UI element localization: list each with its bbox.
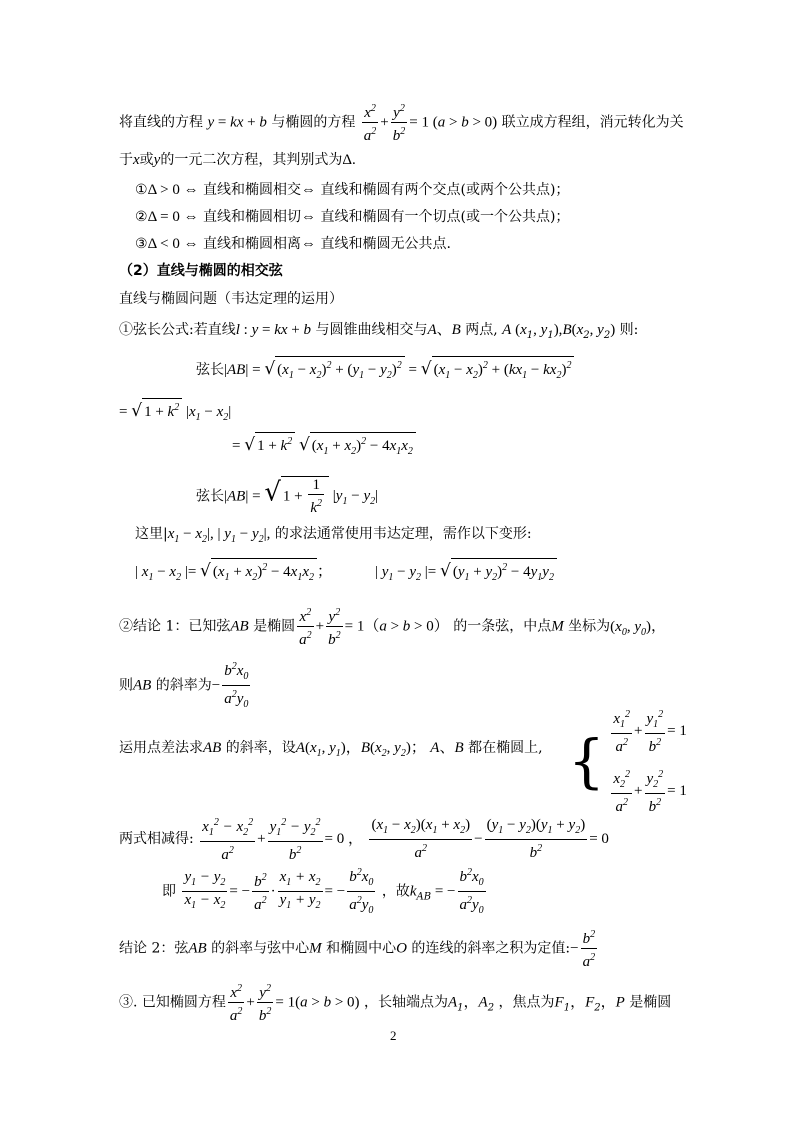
chord-length-eq-4: 弦长|AB| = √ 1 + $\frac{1}{k^2}$ $|y_1 - y_2|$ — [196, 477, 379, 516]
conclusion-2: 结论 2：弦AB 的斜率与弦中心M 和椭圆中心O 的连线的斜率之积为定值:− $\frac{b^2}{a^2}$ — [119, 926, 599, 971]
discriminant-item-1: ①Δ > 0 ⇔ 直线和椭圆相交⇔ 直线和椭圆有两个交点(或两个公共点)； — [135, 182, 570, 198]
text-line-2: 于x或y的一元二次方程，其判别式为Δ. — [119, 152, 356, 168]
chord-formula-intro: ①弦长公式:若直线l : y = kx + b 与圆锥曲线相交与A、B 两点, A ($x_1$, $y_1),B(x_2$, $y_2$) 则: — [119, 322, 639, 341]
slope-result: 则AB 的斜率为− $\frac{b^2x_0}{a^2y_0}$ — [119, 658, 252, 713]
discriminant-item-2: ②Δ = 0 ⇔ 直线和椭圆相切⇔ 直线和椭圆有一个切点(或一个公共点)； — [135, 209, 570, 225]
subtraction-step: 两式相减得: $\frac{x_1^2 - x_2^2}{a^2}$ + $\frac{y_1^2 - y_2^2}{b^2}$ = 0 ， $\frac{(x_1 - x_2)(x_1 + x_2)}{a^2}$ − $\frac{(y_1 - y_2)(y_1 + y_2)}{b^2}$ = 0 — [119, 814, 609, 864]
chord-length-eq-2: = √ $1 + k^2$ $|x_1 - x_2|$ — [119, 398, 231, 428]
vieta-note: 这里$|x_1 - x_2|$, | $y_1 - y_2|$, 的求法通常使用韦达定理，需作以下变形: — [135, 526, 532, 545]
section-title: （2）直线与椭圆的相交弦 — [119, 263, 283, 279]
equation-system: { $\frac{x_1^2}{a^2}$ + $\frac{y_1^2}{b^2}$ = 1 $\frac{x_2^2}{a^2}$ + $\frac{y_2^2}{b^2}$ = 1 — [568, 706, 687, 816]
subtitle: 直线与椭圆问题（韦达定理的运用） — [119, 291, 343, 307]
chord-length-eq-3: = √ $1 + k^2$ √ $(x_1 + x_2)^2 - 4x_1x_2$ — [232, 432, 416, 461]
ellipse-endpoints: ③. 已知椭圆方程 $\frac{x^2}{a^2}$ + $\frac{y^2}{b^2}$ = 1(a > b > 0) ，长轴端点为$A_1$，$A_2$ ，焦点为$F_1$，$F_2$，P 是椭圆 — [119, 980, 671, 1025]
discriminant-item-3: ③Δ < 0 ⇔ 直线和椭圆相离⇔ 直线和椭圆无公共点. — [135, 236, 451, 252]
page-number: 2 — [390, 1028, 397, 1043]
chord-length-eq-1: 弦长|AB| = √ $(x_1 - x_2)^2 + (y_1 - y_2)^2$ = √ $(x_1 - x_2)^2 + (kx_1 - kx_2)^2$ — [196, 356, 574, 385]
point-difference-method: 运用点差法求AB 的斜率，设$A(x_1$, $y_1$)，$B(x_2$, $y_2$)； A、B 都在椭圆上, — [119, 740, 543, 759]
vieta-transform: | $x_1 - x_2$ |= √ $(x_1 + x_2)^2 - 4x_1x_2$ ； | $y_1 - y_2$ |= √ $(y_1 + y_2)^2 - 4y_1y_2$ — [135, 558, 557, 588]
conclusion-1: ②结论 1：已知弦AB 是椭圆 $\frac{x^2}{a^2}$ + $\frac{y^2}{b^2}$ = 1（a > b > 0） 的一条弦，中点M 坐标为($x_0$, $y_0$)， — [119, 604, 666, 649]
slope-derivation: 即 $\frac{y_1 - y_2}{x_1 - x_2}$ = − $\frac{b^2}{a^2}$ · $\frac{x_1 + x_2}{y_1 + y_2}$ = − $\frac{b^2x_0}{a^2y_0}$ ，故$k_{AB}$ = − $\frac{b^2x_0}{a^2y_0}$ — [162, 864, 488, 919]
text-line-1: 将直线的方程 y = kx + b 与椭圆的方程 $\frac{x^2}{a^2}$ + $\frac{y^2}{b^2}$ = 1 (a > b > 0) 联立成方程组，消元转化为关 — [119, 100, 684, 145]
